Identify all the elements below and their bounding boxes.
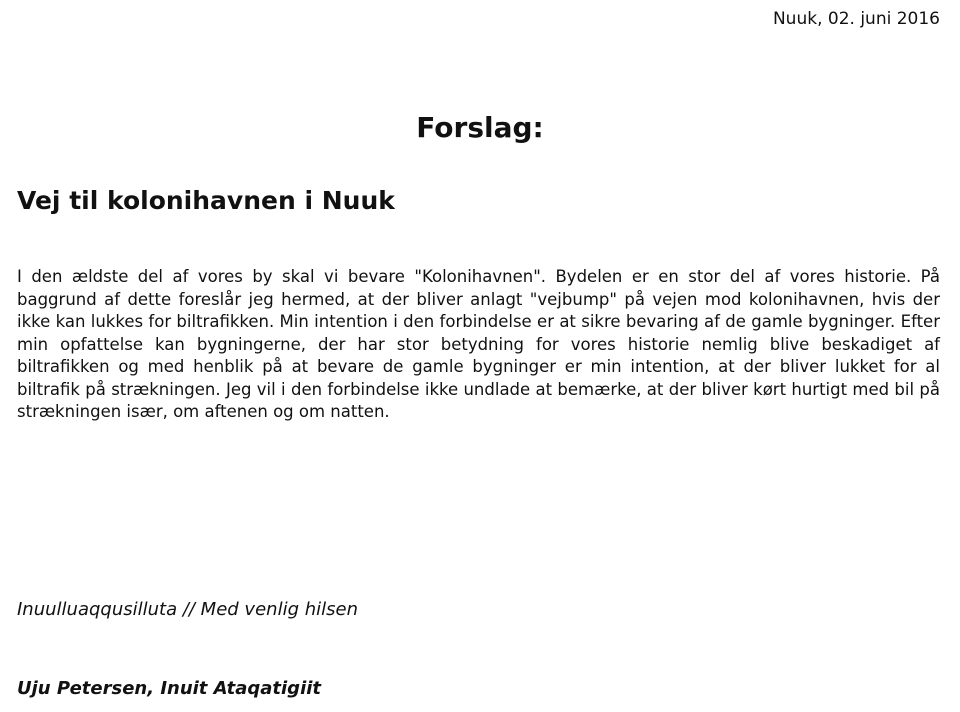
letter-body: I den ældste del af vores by skal vi bevare "Kolonihavnen". Bydelen er en stor del af vores historie. På baggrund af dette foreslår jeg hermed, at der bliver anlagt "vejbump" på vejen mod kolonihavnen, hvis der ikke kan lukkes for biltrafikken. Min intention i den forbindelse er at sikre bevaring af de gamle bygninger. Efter min opfattelse kan bygningerne, der har stor betydning for vores historie nemlig blive beskadiget af biltrafikken og med henblik på at bevare de gamle bygninger er min intention, at der bliver lukket for al biltrafik på strækningen. Jeg vil i den forbindelse ikke undlade at bemærke, at der bliver kørt hurtigt med bil på strækningen især, om aftenen og om natten. [17,267,940,421]
document-subtitle: Vej til kolonihavnen i Nuuk [17,186,395,215]
signature: Uju Petersen, Inuit Ataqatigiit [17,678,322,699]
closing-greeting: Inuulluaqqusilluta // Med venlig hilsen [17,599,358,620]
letter-date: Nuuk, 02. juni 2016 [772,9,940,29]
document-title: Forslag: [416,111,544,144]
